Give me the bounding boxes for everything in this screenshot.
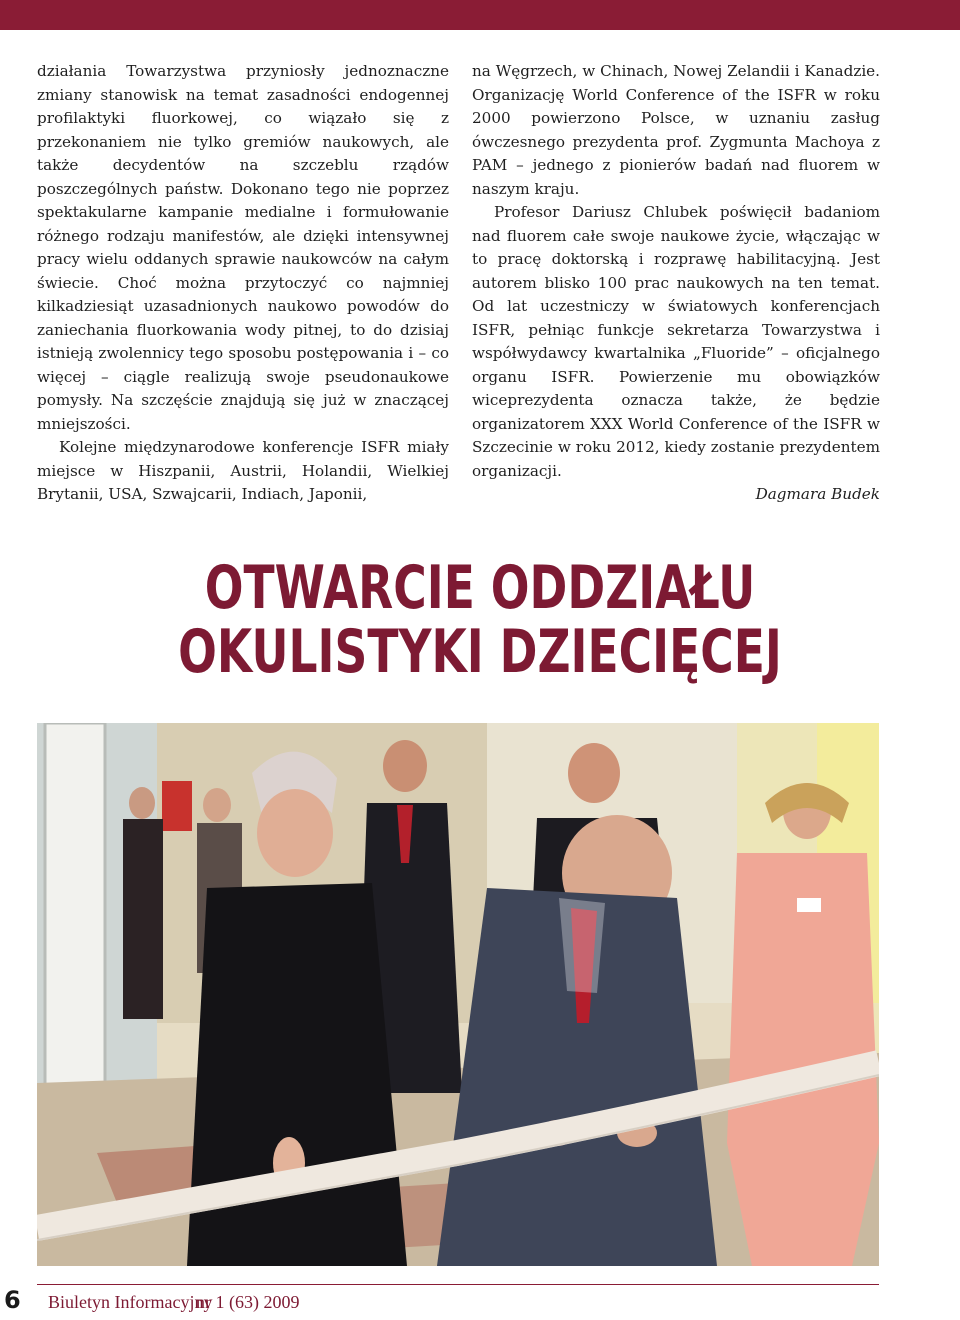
ribbon-cutting-photo xyxy=(37,723,879,1266)
paragraph: na Węgrzech, w Chinach, Nowej Zelandii i Kanadzie. Organizację World Conference of the ISFR w roku 2000 powierzono Polsce, w uznaniu zasług ówczesnego prezydenta prof. Zygmunta Machoya z PAM – jednego z pionierów badań nad fluorem w naszym kraju. xyxy=(472,62,880,198)
page-number: 6 xyxy=(4,1286,21,1314)
issue-label: nr 1 (63) 2009 xyxy=(196,1292,300,1312)
paragraph: Profesor Dariusz Chlubek poświęcił badaniom nad fluorem całe swoje naukowe życie, włączając w to pracę doktorską i rozprawę habilitacyjną. Jest autorem blisko 100 prac naukowych na ten temat. Od lat uczestniczy w światowych konferencjach ISFR, pełniąc funkcje sekretarza Towarzystwa i współwydawcy kwartalnika „Fluoride” – oficjalnego organu ISFR. Powierzenie mu obowiązków wiceprezydenta oznacza także, że będzie organizatorem XXX World Conference of the ISFR w Szczecinie w roku 2012, kiedy zostanie prezydentem organizacji. xyxy=(472,203,880,480)
author-signature: Dagmara Budek xyxy=(755,485,880,503)
publication-title: Biuletyn Informacyjny xyxy=(48,1292,213,1312)
top-color-bar xyxy=(0,0,960,30)
page-footer xyxy=(0,1286,960,1320)
headline-line-2: OKULISTYKI DZIECIĘCEJ xyxy=(178,617,782,687)
right-text-column xyxy=(472,60,880,507)
left-text-column xyxy=(37,60,449,507)
paragraph: działania Towarzystwa przyniosły jednoznaczne zmiany stanowisk na temat zasadności endogennej profilaktyki fluorkowej, co wiązało się z przekonaniem nie tylko gremiów naukowych, ale także decydentów na szczeblu rządów poszczególnych państw. Dokonano tego nie poprzez spektakularne kampanie medialne i formułowanie różnego rodzaju manifestów, ale dzięki intensywnej pracy wielu oddanych sprawie naukowców na całym świecie. Choć można przytoczyć co najmniej kilkadziesiąt uzasadnionych naukowo powodów do zaniechania fluorkowania wody pitnej, to do dzisiaj istnieją zwolennicy tego sposobu postępowania i – co więcej – ciągle realizują swoje pseudonaukowe pomysły. Na szczęście znajdują się już w znaczącej mniejszości. xyxy=(37,62,449,433)
footer-divider xyxy=(37,1284,879,1285)
paragraph: Kolejne międzynarodowe konferencje ISFR miały miejsce w Hiszpanii, Austrii, Holandii, Wielkiej Brytanii, USA, Szwajcarii, Indiach, Japonii, xyxy=(37,438,449,503)
headline-line-1: OTWARCIE ODDZIAŁU xyxy=(204,553,756,623)
